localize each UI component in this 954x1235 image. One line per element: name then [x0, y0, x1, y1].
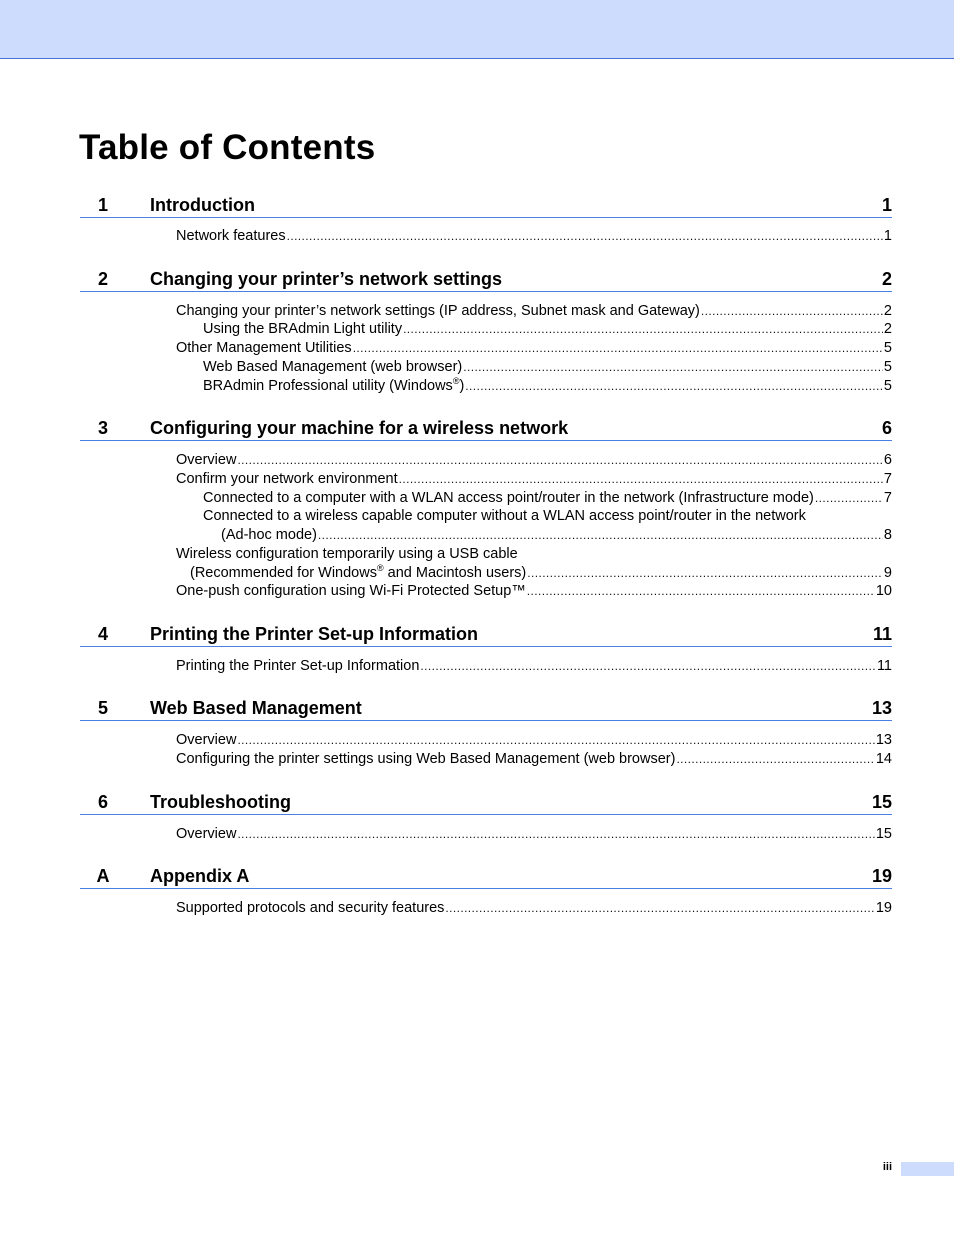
- toc-entry-printer-setup-info[interactable]: Printing the Printer Set-up Information ..... 11: [176, 657, 892, 676]
- toc-entry-usb-cable[interactable]: (Recommended for Windows® and Macintosh users) ..... 9: [190, 564, 892, 583]
- toc-entry-adhoc-mode-line1[interactable]: Connected to a wireless capable computer without a WLAN access point/router in the network: [203, 508, 806, 524]
- chapter-title: Web Based Management: [150, 698, 362, 718]
- dot-leader: [676, 750, 874, 769]
- chapter-title: Changing your printer’s network settings: [150, 269, 503, 289]
- chapter-page: 1: [881, 195, 892, 215]
- chapter-page: 13: [871, 698, 892, 718]
- chapter-title: Configuring your machine for a wireless network: [150, 418, 569, 438]
- dot-leader: [527, 564, 883, 583]
- toc-entry-overview[interactable]: Overview ..... 15: [176, 825, 892, 844]
- dot-leader: [399, 470, 883, 489]
- chapter-page: 19: [871, 866, 892, 886]
- chapter-page: 15: [871, 792, 892, 812]
- chapter-title: Printing the Printer Set-up Information: [150, 624, 478, 644]
- toc-entry-supported-protocols[interactable]: Supported protocols and security features ..... 19: [176, 899, 892, 918]
- chapter-page: 11: [872, 624, 892, 644]
- toc-entry-adhoc-mode[interactable]: (Ad-hoc mode) ..... 8: [221, 526, 892, 545]
- toc-entry-bradmin-light[interactable]: Using the BRAdmin Light utility ..... 2: [203, 320, 892, 339]
- chapter-title: Appendix A: [150, 866, 250, 886]
- dot-leader: [465, 377, 883, 396]
- dot-leader: [237, 451, 882, 470]
- chapter-title: Introduction: [150, 195, 255, 215]
- toc-entry-other-management-utilities[interactable]: Other Management Utilities ..... 5: [176, 339, 892, 358]
- chapter-heading-appendix-a[interactable]: [80, 864, 892, 889]
- chapter-title: Troubleshooting: [150, 792, 291, 812]
- dot-leader: [527, 582, 875, 601]
- dot-leader: [237, 731, 874, 750]
- toc-entry-overview[interactable]: Overview ..... 13: [176, 731, 892, 750]
- page-title: Table of Contents: [79, 128, 376, 167]
- chapter-number: 4: [97, 624, 108, 644]
- header-band: [0, 0, 954, 59]
- dot-leader: [237, 825, 874, 844]
- chapter-number: 2: [97, 269, 108, 289]
- toc-entry-overview[interactable]: Overview ..... 6: [176, 451, 892, 470]
- chapter-number: 1: [97, 195, 108, 215]
- dot-leader: [463, 358, 883, 377]
- footer-page-number: iii: [882, 1161, 892, 1173]
- toc-entry-confirm-network-environment[interactable]: Confirm your network environment ..... 7: [176, 470, 892, 489]
- dot-leader: [353, 339, 883, 358]
- toc-entry-network-features[interactable]: Network features ..... 1: [176, 227, 892, 246]
- chapter-heading-2[interactable]: [80, 267, 892, 292]
- chapter-number: 6: [97, 792, 108, 812]
- chapter-heading-1[interactable]: [80, 193, 892, 218]
- dot-leader: [403, 320, 883, 339]
- chapter-heading-3[interactable]: [80, 416, 892, 441]
- toc-entry-changing-network-settings[interactable]: Changing your printer’s network settings (IP address, Subnet mask and Gateway) ..... 2: [176, 302, 892, 321]
- chapter-number: 5: [97, 698, 108, 718]
- toc-entry-configuring-printer-settings[interactable]: Configuring the printer settings using Web Based Management (web browser) ..... 14: [176, 750, 892, 769]
- dot-leader: [445, 899, 874, 918]
- chapter-page: 2: [881, 269, 892, 289]
- dot-leader: [287, 227, 883, 246]
- footer-tab: [901, 1162, 954, 1176]
- dot-leader: [420, 657, 876, 676]
- toc-entry-wps[interactable]: One-push configuration using Wi-Fi Protected Setup™ ..... 10: [176, 582, 892, 601]
- toc-entry-web-based-management[interactable]: Web Based Management (web browser) ..... 5: [203, 358, 892, 377]
- dot-leader: [701, 302, 883, 321]
- chapter-page: 6: [881, 418, 892, 438]
- toc-entry-usb-cable-line1[interactable]: Wireless configuration temporarily using a USB cable: [176, 546, 518, 562]
- chapter-heading-6[interactable]: [80, 790, 892, 815]
- chapter-heading-4[interactable]: [80, 622, 892, 647]
- chapter-number: 3: [97, 418, 108, 438]
- dot-leader: [318, 526, 883, 545]
- toc-entry-infrastructure-mode[interactable]: Connected to a computer with a WLAN access point/router in the network (Infrastructure mode) ..... 7: [203, 489, 892, 508]
- dot-leader: [815, 489, 883, 508]
- chapter-number: A: [96, 866, 110, 886]
- chapter-heading-5[interactable]: [80, 696, 892, 721]
- toc-entry-bradmin-professional[interactable]: BRAdmin Professional utility (Windows®) ..... 5: [203, 377, 892, 396]
